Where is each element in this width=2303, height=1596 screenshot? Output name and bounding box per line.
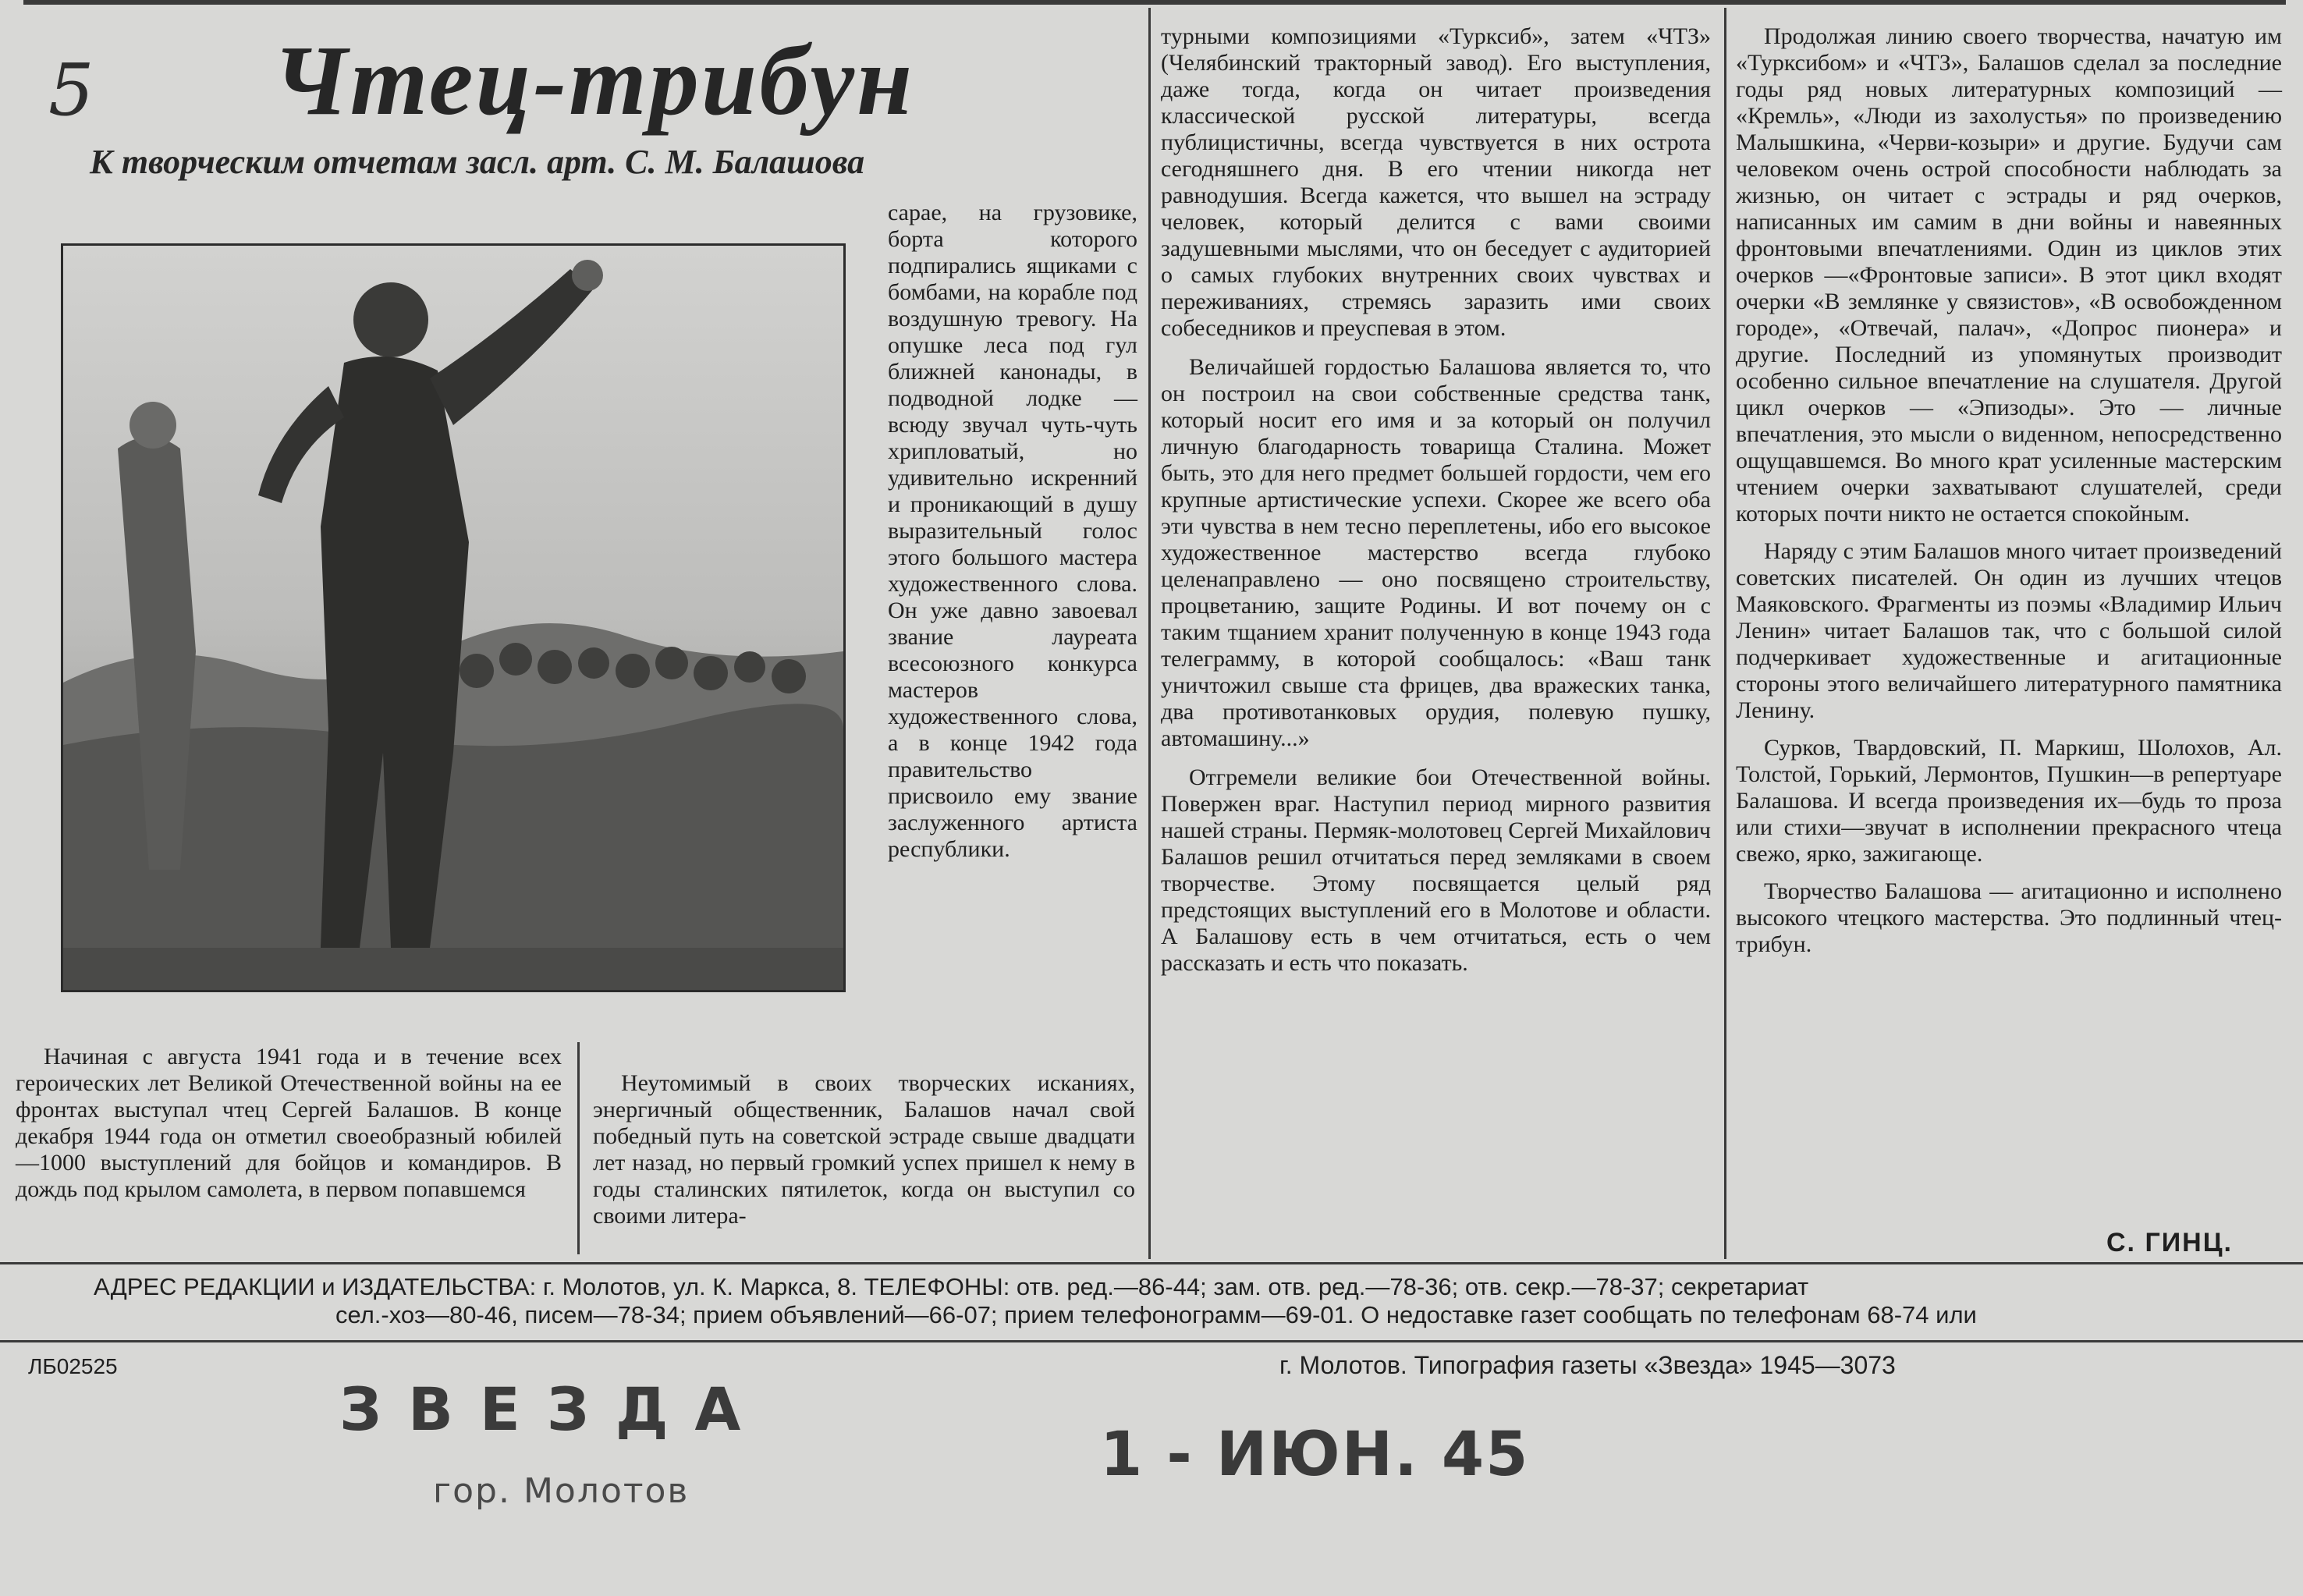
article-paragraph: Продолжая линию своего творчества, начатую им «Турксибом» и «ЧТЗ», Балашов сделал за последние годы ряд новых литературных композиций — «Кремль», «Люди из захолустья» по произведению Малышкина, «Черви-козыри» и другие. Будучи сам человеком очень острой способности наблюдать за жизнью, он читает с эстрады и ряд очерков, написанных им самим в дни войны и навеянных фронтовыми впечатлениями. Один из циклов этих очерков —«Фронтовые записи». В этот цикл входят очерки «В землянке у связистов», «В освобожденном городе», «Отвечай, палач», «Допрос пионера» и другие. Последний из упомянутых производит особенно сильное впечатление на слушателя. Другой цикл очерков — «Эпизоды». Это — личные впечатления, это мысли о виденном, непосредственно ощущавшемся. Во много крат усиленные мастерским чтением очерки захватывают слушателей, среди которых почти никто не остается спокойным. [1736, 23, 2282, 527]
article-paragraph: сарае, на грузовике, борта которого подпирались ящиками с бомбами, на корабле под воздушную тревогу. На опушке леса под гул ближней канонады, в подводной лодке — всюду звучал чуть-чуть хрипловатый, но удивительно искренний и проникающий в душу выразительный голос этого большого мастера художественного слова. Он уже давно завоевал звание лауреата всесоюзного конкурса мастеров художественного слова, а в конце 1942 года правительство присвоило ему звание заслуженного артиста республики. [888, 200, 1137, 862]
handwritten-number: 5 [48, 48, 94, 132]
footer-rule [0, 1340, 2303, 1342]
newspaper-stamp-name: ЗВЕЗДА [339, 1374, 768, 1444]
column-divider [1148, 8, 1151, 1259]
newspaper-stamp-city: гор. Молотов [433, 1471, 690, 1511]
reader-photo [61, 243, 846, 992]
column-2-upper [888, 200, 1137, 863]
column-divider [1724, 8, 1726, 1259]
column-3 [1161, 23, 1711, 977]
editorial-imprint [94, 1273, 2294, 1329]
article-paragraph: Величайшей гордостью Балашова является то, что он построил на свои собственные средства танк, который носит его имя и за который он получил личную благодарность товарища Сталина. Может быть, это для него предмет большей гордости, чем его крупные артистические успехи. Скорее же всего оба эти чувства в нем тесно переплетены, ибо его высокое художественное мастерство всегда глубоко целенаправлено — оно посвящено строительству, процветанию, защите Родины. И вот почему он с таким тщанием хранит полученную в конце 1943 года телеграмму, в которой сообщалось: «Ваш танк уничтожил свыше ста фрицев, два вражеских танка, два противотанковых орудия, полевую пушку, автомашину...» [1161, 354, 1711, 751]
author-signature: С. ГИНЦ. [2106, 1228, 2233, 1257]
article-paragraph: турными композициями «Турксиб», затем «ЧТЗ» (Челябинский тракторный завод). Его выступления, даже тогда, когда он читает произведения классической русской литературы, всегда публицистичны, всегда чувствуется в них острота сегодняшнего дня. В его чтении никогда нет равнодушия. Всегда кажется, что вышел на эстраду человек, который делится с вами своими задушевными мыслями, что он беседует с аудиторией о самых глубоких внутренних своих чувствах и переживаниях, стремясь заразить ими своих собеседников и преуспевая в этом. [1161, 23, 1711, 341]
article-paragraph: Неутомимый в своих творческих исканиях, энергичный общественник, Балашов начал свой победный путь на советской эстраде свыше двадцати лет назад, но первый громкий успех пришел к нему в годы сталинских пятилеток, когда он выступил со своими литера- [593, 1070, 1135, 1229]
column-1-lower [16, 1044, 562, 1203]
column-divider [577, 1042, 580, 1254]
top-rule [23, 0, 2286, 5]
article-paragraph: Отгремели великие бои Отечественной войны. Повержен враг. Наступил период мирного развития нашей страны. Пермяк-молотовец Сергей Михайлович Балашов решил отчитаться перед земляками в своем творчестве. Этому посвящается целый ряд предстоящих выступлений его в Молотове и области. А Балашову есть в чем отчитаться, есть о чем рассказать и есть что показать. [1161, 764, 1711, 976]
article-paragraph: Творчество Балашова — агитационно и исполнено высокого чтецкого мастерства. Это подлинный чтец-трибун. [1736, 878, 2282, 957]
printer-info: г. Молотов. Типография газеты «Звезда» 1945—3073 [1279, 1351, 1896, 1379]
imprint-line-1: АДРЕС РЕДАКЦИИ и ИЗДАТЕЛЬСТВА: г. Молотов, ул. К. Маркса, 8. ТЕЛЕФОНЫ: отв. ред.—86-44; зам. отв. ред.—78-36; отв. секр.—78-37; секретариат [94, 1273, 1809, 1300]
imprint-rule [0, 1262, 2303, 1264]
column-2-lower [593, 1070, 1135, 1229]
article-paragraph: Сурков, Твардовский, П. Маркиш, Шолохов, Ал. Толстой, Горький, Лермонтов, Пушкин—в репертуаре Балашова. И всегда произведения их—будь то проза или стихи—звучат в исполнении прекрасного чтеца свежо, ярко, зажигающе. [1736, 735, 2282, 867]
column-4 [1736, 23, 2282, 958]
date-stamp: 1 - ИЮН. 45 [1100, 1420, 1530, 1490]
archive-code: ЛБ02525 [28, 1354, 118, 1378]
article-paragraph: Наряду с этим Балашов много читает произведений советских писателей. Он один из лучших чтецов Маяковского. Фрагменты из поэмы «Владимир Ильич Ленин» читает Балашов так, что с большой силой подчеркивает художественные и агитационные стороны этого величайшего литературного памятника Ленину. [1736, 538, 2282, 723]
article-title: Чтец-трибун [273, 25, 915, 136]
imprint-line-2: сел.-хоз—80-46, писем—78-34; прием объявлений—66-07; прием телефонограмм—69-01. О недоставке газет сообщать по телефонам 68-74 или [335, 1301, 1977, 1328]
photo-illustration [63, 246, 843, 990]
article-paragraph: Начиная с августа 1941 года и в течение всех героических лет Великой Отечественной войны на ее фронтах выступал чтец Сергей Балашов. В конце декабря 1944 года он отметил своеобразный юбилей—1000 выступлений для бойцов и командиров. В дождь под крылом самолета, в первом попавшемся [16, 1044, 562, 1202]
article-subtitle: К творческим отчетам засл. арт. С. М. Балашова [90, 143, 865, 181]
